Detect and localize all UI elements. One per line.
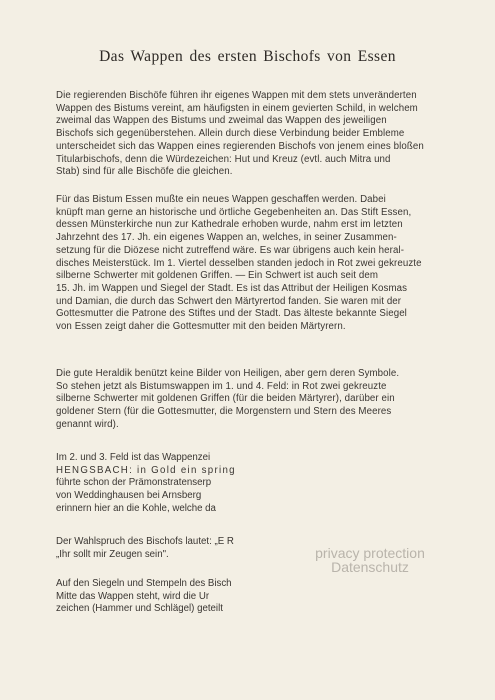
text-line: unterscheidet sich das Wappen eines regierenden Bischofs von jenem eines bloßen (56, 140, 424, 152)
text-line: Gottesmutter die Patrone des Stiftes und der Stadt. Das älteste bekannte Siegel (56, 308, 407, 320)
text-line: Stab) sind für alle Bischöfe die gleichen. (56, 166, 233, 178)
text-line: So stehen jetzt als Bistumswappen im 1. und 4. Feld: in Rot zwei gekreuzte (56, 380, 387, 392)
watermark-line: Datenschutz (331, 559, 409, 575)
text-line: dessen Münsterkirche nun zur Kathedrale erhoben wurde, nahm erst im letzten (56, 219, 403, 231)
paragraph-bishops-arms (56, 90, 438, 179)
text-line: zeichen (Hammer und Schlägel) geteilt (56, 603, 223, 615)
text-line: führte schon der Prämonstratenserp (56, 477, 212, 489)
text-line: Auf den Siegeln und Stempeln des Bisch (56, 578, 232, 589)
text-line: Im 2. und 3. Feld ist das Wappenzei (56, 452, 211, 463)
text-line: und Damian, die durch das Schwert den Märtyrertod fanden. Sie waren mit der (56, 295, 402, 307)
text-line: Für das Bistum Essen mußte ein neues Wappen geschaffen werden. Dabei (56, 194, 386, 205)
page-title: Das Wappen des ersten Bischofs von Essen (99, 48, 396, 65)
text-line: Die gute Heraldik benützt keine Bilder von Heiligen, aber gern deren Symbole. (56, 368, 400, 379)
paragraph-fields-truncated (56, 452, 252, 516)
text-line: Mitte das Wappen steht, wird die Ur (56, 590, 210, 602)
text-line: silberne Schwerter mit goldenen Griffen. — Ein Schwert ist auch seit dem (56, 270, 379, 282)
text-line: knüpft man gerne an historische und örtliche Gegebenheiten an. Das Stift Essen, (56, 206, 412, 218)
text-line: Der Wahlspruch des Bischofs lautet: „E R (56, 536, 234, 547)
text-line: Wappen des Bistums vereint, am häufigsten in einem gevierten Schild, in welchem (56, 102, 418, 114)
paragraph-seals-truncated (56, 578, 252, 616)
watermark-line: privacy protection (315, 545, 425, 561)
text-line: von Essen zeigt daher die Gottesmutter mit den beiden Märtyrern. (56, 321, 346, 333)
paragraph-diocese-history (56, 194, 438, 334)
text-line: „Ihr sollt mir Zeugen sein". (56, 548, 169, 560)
text-line: Die regierenden Bischöfe führen ihr eigenes Wappen mit dem stets unveränderten (56, 90, 417, 101)
text-line: 15. Jh. im Wappen und Siegel der Stadt. Es ist das Attribut der Heiligen Kosmas (56, 282, 408, 294)
privacy-watermark (290, 546, 450, 574)
text-line: von Weddinghausen bei Arnsberg (56, 490, 202, 502)
text-line: setzung für die Diözese nicht zutreffend wäre. Es war übrigens auch kein heral- (56, 244, 405, 256)
paragraph-motto-truncated (56, 536, 252, 561)
text-line: Titularbischofs, denn die Würdezeichen: Hut und Kreuz (evtl. auch Mitra und (56, 153, 391, 165)
text-line: silberne Schwerter mit goldenen Griffen (für die beiden Märtyrer), darüber ein (56, 393, 395, 405)
text-line: genannt wird). (56, 418, 119, 430)
text-line: Jahrzehnt des 17. Jh. ein eigenes Wappen an, welches, in seiner Zusammen- (56, 232, 397, 244)
text-line: goldener Stern (für die Gottesmutter, die Morgenstern und Stern des Meeres (56, 406, 392, 418)
text-line: disches Meisterstück. Im 1. Viertel desselben standen jedoch in Rot zwei gekreuzte (56, 257, 422, 269)
text-line: erinnern hier an die Kohle, welche da (56, 502, 216, 514)
text-line: HENGSBACH: in Gold ein spring (56, 464, 236, 476)
paragraph-heraldry-symbols (56, 368, 438, 432)
text-line: Bischofs sich gegenüberstehen. Allein durch diese Verbindung beider Embleme (56, 128, 405, 140)
text-line: zweimal das Wappen des Bistums und zweimal das Wappen des jeweiligen (56, 115, 387, 127)
